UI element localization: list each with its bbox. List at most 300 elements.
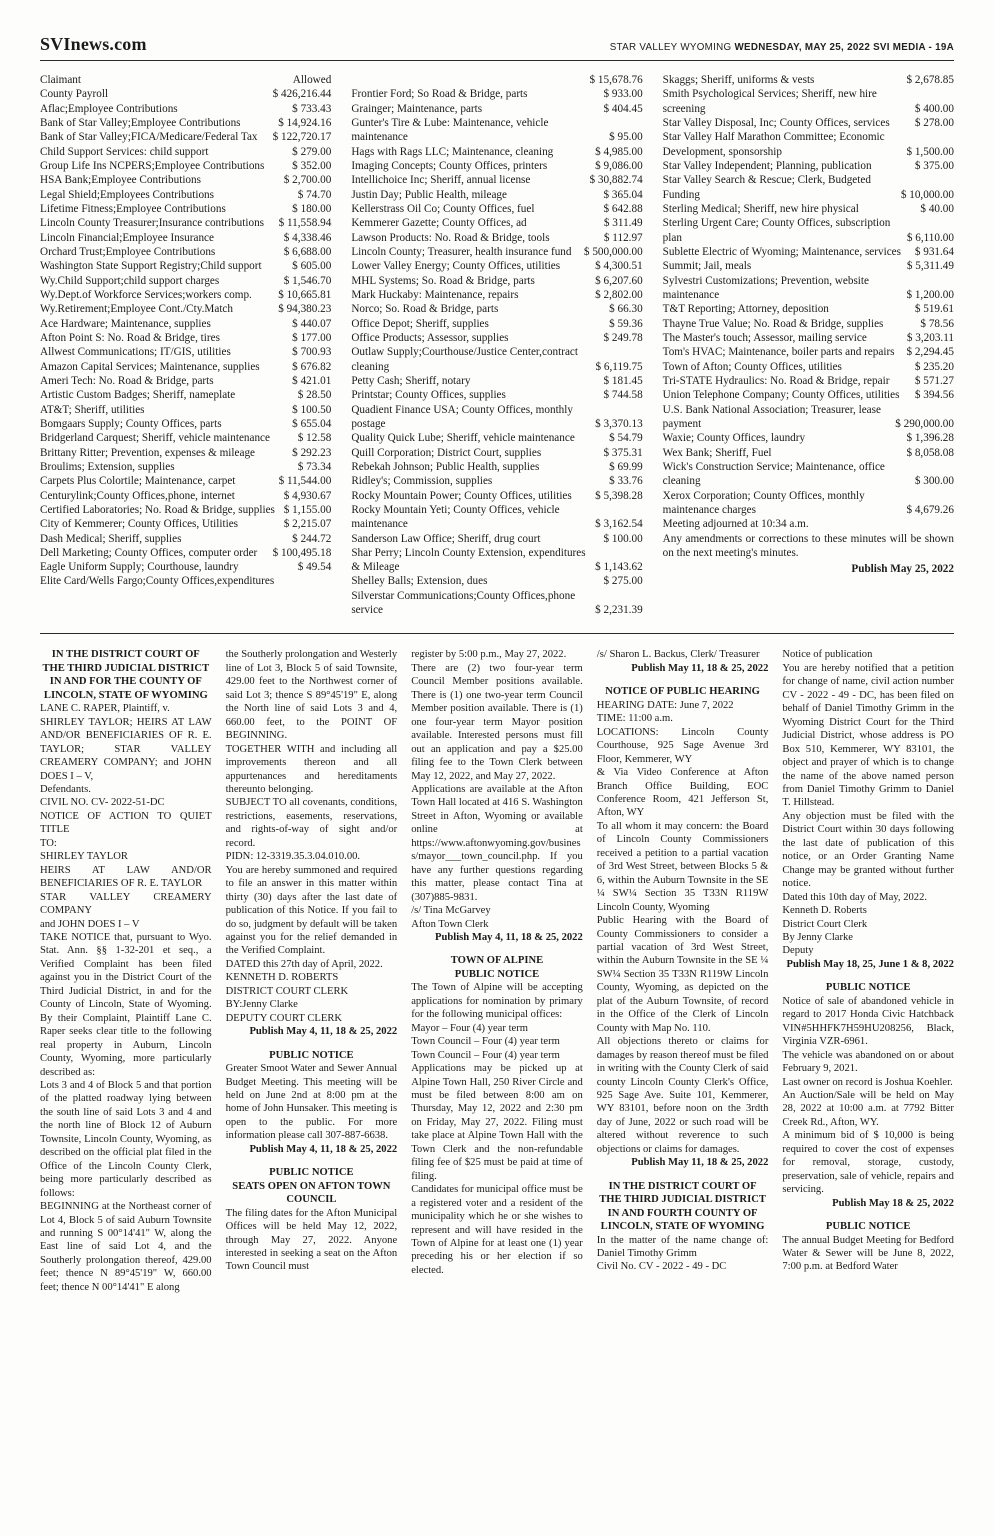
claim-row [40,216,331,230]
notice-column-2 [226,648,398,1294]
claim-row [40,188,331,202]
claimant-name: Gunter's Tire & Lube: Maintenance, vehicle maintenance [351,116,549,144]
claim-row [351,202,642,216]
claim-amount: $ 519.61 [914,303,954,316]
claim-amount: $ 11,558.94 [278,217,332,230]
claim-row [663,302,954,316]
notice-paragraph: The Town of Alpine will be accepting applications for nomination by primary for the following municipal offices: [411,982,583,1021]
claim-row [663,331,954,345]
claimant-name: Petty Cash; Sheriff, notary [351,374,471,387]
claimant-name: Carpets Plus Colortile; Maintenance, carpet [40,475,236,488]
claim-row [351,489,642,503]
claim-amount: $ 2,700.00 [283,174,332,187]
claim-row [351,102,642,116]
notice-line: DEPUTY COURT CLERK [225,1012,343,1024]
claimant-name: Wy.Retirement;Employee Cont./Cty.Match [40,303,233,316]
notice-paragraph: There are (2) two four-year term Council Member positions available. There is (1) one two-year term Council Member position available. There is (1) one four-year term Mayor position available. Interested persons must fill out an application and pay a $25.00 filing fee to the Town Clerk between May 12, 2022, and May 27, 2022. [411,662,583,782]
claimant-name: MHL Systems; So. Road & Bridge, parts [351,274,535,287]
claim-row [40,130,331,144]
claim-amount: $ 733.43 [292,102,332,115]
claim-amount: $ 5,311.49 [906,260,954,273]
claim-row [663,130,954,159]
claimant-name: City of Kemmerer; County Offices, Utilities [40,518,239,531]
claim-row [351,159,642,173]
claim-row [40,560,331,574]
claim-row [40,517,331,531]
claimant-name: Norco; So. Road & Bridge, parts [351,303,499,316]
claim-amount: $ 4,985.00 [595,145,643,158]
claim-row [351,73,642,87]
notice-paragraph: Applications may be picked up at Alpine Town Hall, 250 River Circle and must be filed between 8:00 am on Thursday, May 12, 2022 and 2:30 pm on Friday, May 27, 2022. Filing must take place at Alpine Town Hall with the Town Clerk and the non-refundable filing fee of $25 must be paid at time of filing. [411,1063,583,1182]
claim-row [40,116,331,130]
notice-paragraph: Candidates for municipal office must be a registered voter and a resident of the municipality which he or she wishes to represent and will have resided in the Town of Alpine for at least one (1) year preceding his or her election if so elected. [411,1184,583,1276]
claim-row [40,374,331,388]
claim-row [663,173,954,202]
claimant-name: Rocky Mountain Power; County Offices, utilities [351,489,572,502]
claimant-name: Orchard Trust;Employee Contributions [40,245,216,258]
notice-paragraph: DATED this 27th day of April, 2022. [225,958,383,970]
publish-line: Publish May 11, 18 & 25, 2022 [631,1157,769,1169]
claimant-name: Kemmerer Gazette; County Offices, ad [351,217,527,230]
notice-paragraph: You are hereby notified that a petition for change of name, civil action number CV - 2022 - 49 - DC, has been filed on behalf of Daniel Timothy Grimm in the Wyoming District Court for the Third Judicial District, whose address is PO Box 510, Kemmerer, WY 83101, the object and prayer of which is to change the name of the above named person from Daniel Timothy Grimm to Daniel T. Hillstead. [782,662,954,809]
notice-paragraph: Public Hearing with the Board of County Commissioners to consider a partial vacation of 3rd West Street, within the Auburn Townsite in the SE ¼ SW¼ Section 35 T33N R119W Lincoln County, Wyoming, as depicted on the plat of the Auburn Townsite, of record in the Office of the Clerk of Lincoln County with Map No. 110. [596,915,769,1034]
claim-amount: $ 177.00 [292,331,332,344]
claim-row [40,474,331,488]
claim-amount: $ 12.58 [297,432,332,445]
claim-amount: $ 421.01 [292,374,332,387]
notice-line: KENNETH D. ROBERTS [225,972,339,984]
notice-line: CIVIL NO. CV- 2022-51-DC [40,797,165,809]
claim-amount: $ 11,544.00 [278,475,332,488]
claimant-name: Bank of Star Valley;Employee Contributions [40,116,241,129]
notice-paragraph: & Via Video Conference at Afton Branch Office Building, EOC Conference Room, 421 Jefferson St, Afton, WY [596,767,769,819]
claimant-name: Washington State Support Registry;Child support [40,260,262,273]
publish-line: Publish May 4, 11, 18 & 25, 2022 [435,931,583,943]
claimant-name: Ameri Tech: No. Road & Bridge, parts [40,374,214,387]
notice-line: HEARING DATE: June 7, 2022 [596,699,734,711]
claimant-name: Dell Marketing; County Offices, computer order [40,546,258,559]
claimant-name: Sanderson Law Office; Sheriff, drug court [351,532,541,545]
notice-line: DISTRICT COURT CLERK [225,985,349,997]
notice-paragraph: To all whom it may concern: the Board of Lincoln County Commissioners received a petition to a partial vacation of 3rd West Street, between Blocks 5 & 6, within the Auburn Townsite in the SE ¼ SW¼ Section 35 T33N R119W Lincoln County, Wyoming [596,820,769,913]
claimant-name: Afton Point S: No. Road & Bridge, tires [40,331,220,344]
notice-paragraph: the Southerly prolongation and Westerly line of Lot 3, Block 5 of said Townsite, 429.00 feet to the Northwest corner of said Lot 3; thence S 89°45'19" E, along the North line of said Lots 3 and 4, 660.00 feet, to the POINT OF BEGINNING. [225,649,398,742]
claim-amount: $ 28.50 [297,389,332,402]
claim-row [663,274,954,303]
claimant-name: HSA Bank;Employee Contributions [40,174,201,187]
claimant-name: Lincoln County Treasurer;Insurance contributions [40,217,265,230]
claim-row [663,73,954,87]
claims-column-3 [663,73,954,617]
claim-row [40,431,331,445]
notice-paragraph: register by 5:00 p.m., May 27, 2022. [411,649,567,661]
notice-line: Notice of publication [782,649,873,661]
claimant-name: Quadient Finance USA; County Offices, monthly postage [351,403,573,430]
notice-heading: TOWN OF ALPINE [450,955,544,967]
claim-amount: $ 744.58 [603,389,643,402]
claim-amount: $ 244.72 [292,532,332,545]
claim-row [351,259,642,273]
claim-amount: $ 3,203.11 [906,331,954,344]
claim-row [351,145,642,159]
claim-amount: $ 4,300.51 [595,260,643,273]
notice-paragraph: TOGETHER WITH and including all improvements thereon and all appurtenances and hereditaments thereunto belonging. [225,743,398,795]
claimant-name: Wex Bank; Sheriff, Fuel [662,446,772,459]
claim-row [351,274,642,288]
claim-amount: $ 676.82 [292,360,332,373]
claimant-name: Town of Afton; County Offices, utilities [662,360,842,373]
claim-row [663,446,954,460]
claim-amount: $ 6,688.00 [283,245,332,258]
claim-amount: $ 2,215.07 [283,518,332,531]
notice-heading: IN AND FOR THE COUNTY OF LINCOLN, STATE OF WYOMING [43,676,208,701]
claimant-name: Lifetime Fitness;Employee Contributions [40,202,226,215]
claim-amount: $ 500,000.00 [583,245,643,258]
claim-row [40,532,331,546]
claimant-name: Bridgerland Carquest; Sheriff, vehicle maintenance [40,432,270,445]
claim-amount: $ 4,930.67 [283,489,332,502]
claim-amount: $ 5,398.28 [595,489,643,502]
claimant-name: Wy.Child Support;child support charges [40,274,220,287]
claimant-name: Broulims; Extension, supplies [40,460,175,473]
header-dateline [610,42,954,55]
claim-row [40,145,331,159]
claim-amount: $ 14,924.16 [278,116,332,129]
claim-amount: $ 73.34 [297,460,332,473]
notice-paragraph: STAR VALLEY CREAMERY COMPANY [40,891,212,917]
claimant-name: Star Valley Half Marathon Committee; Economic Development, sponsorship [662,131,885,158]
claimant-name: Thayne True Value; No. Road & Bridge, supplies [662,317,884,330]
claim-amount: $ 4,679.26 [906,503,954,516]
claimant-name: Quill Corporation; District Court, supplies [351,446,542,459]
claims-section [40,61,954,631]
claim-amount: $ 15,678.76 [589,74,643,86]
claimant-name: Smith Psychological Services; Sheriff, new hire screening [662,88,877,115]
claim-row [40,87,331,101]
claims-column-1 [40,73,331,617]
notice-heading: PUBLIC NOTICE [825,982,911,994]
claimant-name: Justin Day; Public Health, mileage [351,188,507,201]
claim-amount: $ 9,086.00 [595,159,643,172]
claimant-name: Bomgaars Supply; County Offices, parts [40,417,222,430]
claimant-name: Rebekah Johnson; Public Health, supplies [351,460,540,473]
claimant-name: Grainger; Maintenance, parts [351,102,483,115]
claim-row [351,231,642,245]
claimant-name: Centurylink;County Offices,phone, internet [40,489,235,502]
notice-paragraph: The filing dates for the Afton Municipal Offices will be held May 12, 2022, through May 27, 2022. Anyone interested in seeking a seat on the Afton Town Council must [225,1207,398,1273]
notice-line: Mayor – Four (4) year term [411,1022,528,1034]
publish-line: Publish May 18, 25, June 1 & 8, 2022 [786,958,954,970]
notice-paragraph: Last owner on record is Joshua Koehler. [782,1076,953,1088]
claim-amount: $ 10,665.81 [278,288,332,301]
claim-row [40,274,331,288]
claimant-name: Frontier Ford; So Road & Bridge, parts [351,88,528,101]
claim-row [40,345,331,359]
notice-paragraph: SHIRLEY TAYLOR; HEIRS AT LAW AND/OR BENEFICIARIES OF R. E. TAYLOR; STAR VALLEY CREAMERY COMPANY; and JOHN DOES I – V, [40,716,212,782]
notice-paragraph: All objections thereto or claims for damages by reason thereof must be filed in writing with the County Clerk of said county Lincoln County Clerk's Office, 925 Sage Ave. Suite 101, Kemmerer, WY 83101, before noon on the 3rdth day of June, 2022 or such road will be altered without reverence to such objections or claims for damages. [596,1036,769,1155]
claim-row [40,245,331,259]
claim-row [351,431,642,445]
claimant-name: Aflac;Employee Contributions [40,102,178,115]
claim-amount: $ 292.23 [292,446,332,459]
notice-line: By Jenny Clarke [782,931,853,943]
claimant-name: Waxie; County Offices, laundry [662,432,806,445]
claimant-name: Allwest Communications; IT/GIS, utilities [40,346,231,359]
claim-amount: $ 1,143.62 [595,561,643,574]
notice-line: TIME: 11:00 a.m. [596,713,673,725]
notice-line: Town Council – Four (4) year term [411,1049,560,1061]
notice-heading: PUBLIC NOTICE [825,1221,911,1233]
notice-line: SHIRLEY TAYLOR [40,851,128,863]
claim-row [663,403,954,432]
notice-heading: PUBLIC NOTICE [269,1167,354,1179]
claim-amount: $ 10,000.00 [900,188,954,201]
notice-paragraph: Applications are available at the Afton Town Hall located at 416 S. Washington Street in Afton, Wyoming or available online at https://www.aftonwyoming.gov/business/mayor___town_council.php. If you have any further questions regarding this matter, please contact Tina at (307)885-9831. [411,784,583,903]
notice-paragraph: HEIRS AT LAW AND/OR BENEFICIARIES OF R. E. TAYLOR [40,864,212,890]
claim-amount: $ 235.20 [914,360,954,373]
claim-row [663,87,954,116]
claim-amount: $ 279.00 [292,145,332,158]
claim-row [663,159,954,173]
notice-line: Deputy [782,945,814,957]
claim-amount: $ 400.00 [914,102,954,115]
claimant-name: Lower Valley Energy; County Offices, utilities [351,260,561,273]
claim-amount: $ 571.27 [914,374,954,387]
claim-amount: $ 33.76 [609,475,643,488]
claimant-name: Claimant [40,74,82,86]
legal-notices-section [40,648,954,1294]
claim-row [40,102,331,116]
claimant-name: Wy.Dept.of Workforce Services;workers comp. [40,288,252,301]
claim-amount: $ 6,119.75 [595,360,643,373]
claim-row [40,489,331,503]
claim-amount: $ 933.00 [603,88,643,101]
claim-amount: $ 1,546.70 [283,274,332,287]
claimant-name: Kellerstrass Oil Co; County Offices, fuel [351,202,535,215]
claim-row [663,460,954,489]
claim-row [663,202,954,216]
claimant-name: Eagle Uniform Supply; Courthouse, laundry [40,561,239,574]
publish-line: Publish May 11, 18 & 25, 2022 [631,662,769,674]
claim-row [351,574,642,588]
claimant-name: U.S. Bank National Association; Treasurer, lease payment [662,403,881,430]
claim-row [351,532,642,546]
header-region: STAR VALLEY WYOMING [609,42,732,53]
claimant-name: Bank of Star Valley;FICA/Medicare/Federal Tax [40,131,258,144]
claim-row [40,259,331,273]
claim-row [351,87,642,101]
notice-line: BY:Jenny Clarke [225,999,298,1011]
claim-row [40,546,331,560]
claim-row [40,388,331,402]
claim-row [351,317,642,331]
notice-line: Kenneth D. Roberts [782,905,867,917]
header-page-number: SVI MEDIA - 19A [873,42,954,53]
claim-row [663,360,954,374]
notice-paragraph: Greater Smoot Water and Sewer Annual Budget Meeting. This meeting will be held on June 2nd at 8:00 pm at the home of John Hunsaker. This meeting is open to the public. For more information please call 307-887-6638. [225,1063,398,1142]
notice-heading: PUBLIC NOTICE [269,1049,354,1061]
publish-line: Publish May 4, 11, 18 & 25, 2022 [249,1026,398,1038]
claim-amount: $ 94,380.23 [278,303,332,316]
claim-amount: $ 2,294.45 [906,346,954,359]
claim-amount: $ 300.00 [914,475,954,488]
claim-row [351,288,642,302]
claim-row [351,460,642,474]
claim-amount: $ 180.00 [292,202,332,215]
claim-amount: $ 181.45 [603,374,643,387]
notice-heading: NOTICE OF PUBLIC HEARING [605,686,760,698]
claim-row [351,546,642,575]
claim-row [40,317,331,331]
notice-heading: PUBLIC NOTICE [454,968,540,980]
claim-row [40,331,331,345]
notice-paragraph: You are hereby summoned and required to file an answer in this matter within thirty (30) days after the last date of publication of this Notice. If you fail to do so, judgment by default will be taken against you for the relief demanded in the Verified Complaint. [225,864,398,957]
claim-amount: $ 6,110.00 [906,231,954,244]
notice-line: LANE C. RAPER, Plaintiff, v. [40,703,170,715]
claim-amount: $ 394.56 [914,389,954,402]
page-header [40,34,954,61]
claim-amount: $ 74.70 [297,188,332,201]
notice-line: PIDN: 12-3319.35.3.04.010.00. [225,851,361,863]
claim-amount: $ 3,162.54 [595,518,643,531]
claim-amount: $ 375.00 [914,159,954,172]
claim-row [40,503,331,517]
claimant-name: Amazon Capital Services; Maintenance, supplies [40,360,260,373]
notice-paragraph: Any amendments or corrections to these minutes will be shown on the next meeting's minutes. [662,532,954,559]
claim-row [351,503,642,532]
claim-row [40,302,331,316]
claimant-name: Dash Medical; Sheriff, supplies [40,532,182,545]
publish-line: Publish May 18 & 25, 2022 [832,1197,954,1209]
claim-row [351,446,642,460]
notice-line: Civil No. CV - 2022 - 49 - DC [596,1261,727,1273]
claim-row [663,245,954,259]
claim-amount: $ 278.00 [914,116,954,129]
claim-amount: $ 59.36 [609,317,643,330]
notice-column-4 [597,648,769,1294]
header-date: WEDNESDAY, MAY 25, 2022 [734,42,871,53]
claimant-name: Mark Huckaby: Maintenance, repairs [351,288,519,301]
claim-row [351,474,642,488]
claim-row [351,331,642,345]
claim-amount: $ 365.04 [603,188,643,201]
notice-column-1 [40,648,212,1294]
notice-line: /s/ Tina McGarvey [411,905,491,917]
claimant-name: Sterling Urgent Care; County Offices, subscription plan [662,217,891,244]
claimant-name: Legal Shield;Employees Contributions [40,188,215,201]
claimant-name: Child Support Services: child support [40,145,209,158]
claimant-name: Sublette Electric of Wyoming; Maintenance, services [662,245,901,258]
claim-row [663,116,954,130]
claimant-name: Rocky Mountain Yeti; County Offices, vehicle maintenance [351,503,560,531]
claim-row [663,388,954,402]
claimant-name: Silverstar Communications;County Offices,phone service [351,589,576,617]
section-divider [40,633,954,634]
claim-amount: $ 931.64 [914,245,954,258]
claim-amount: $ 426,216.44 [272,88,332,101]
claim-amount: $ 1,396.28 [906,432,954,445]
claim-row [663,259,954,273]
claim-row [351,345,642,374]
claimant-name: Group Life Ins NCPERS;Employee Contributions [40,159,265,172]
claim-row [40,159,331,173]
notice-heading: SEATS OPEN ON AFTON TOWN COUNCIL [232,1180,391,1206]
claimant-name: Office Depot; Sheriff, supplies [351,317,489,330]
claim-amount: $ 404.45 [603,102,643,115]
claimant-name: Shelley Balls; Extension, dues [351,575,488,588]
claim-amount: $ 100.50 [292,403,332,416]
claim-row [351,245,642,259]
claim-amount: $ 122,720.17 [272,131,332,144]
claim-amount: $ 54.79 [609,432,643,445]
notice-paragraph: Notice of sale of abandoned vehicle in regard to 2017 Honda Civic Hatchback VIN#5HHFK7H59HU208256, Black, Virginia VZR-6961. [782,995,954,1048]
notice-line: Town Council – Four (4) year term [411,1036,560,1048]
notice-paragraph: NOTICE OF ACTION TO QUIET TITLE [40,810,212,836]
claim-amount: $ 66.30 [609,303,643,316]
claim-amount: $ 1,500.00 [906,145,954,158]
claimant-name: Elite Card/Wells Fargo;County Offices,expenditures [40,575,275,588]
claims-column-2 [351,73,642,617]
claimant-name: Sylvestri Customizations; Prevention, website maintenance [662,274,869,301]
claimant-name: Imaging Concepts; County Offices, printers [351,159,548,172]
notice-paragraph: The vehicle was abandoned on or about February 9, 2021. [782,1049,954,1075]
notice-line: TO: [40,837,57,849]
claimant-name: Artistic Custom Badges; Sheriff, nameplate [40,389,236,402]
claim-row [40,417,331,431]
notice-line: Defendants. [40,784,91,795]
claim-amount: $ 95.00 [609,131,643,144]
notice-paragraph: Dated this 10th day of May, 2022. [782,891,928,903]
claim-amount: $ 440.07 [292,317,332,330]
claim-row [351,403,642,432]
notice-paragraph: An Auction/Sale will be held on May 28, 2022 at 10:00 a.m. at 7792 Bitter Creek Rd., Afton, WY. [782,1089,954,1128]
claimant-name: Xerox Corporation; County Offices, monthly maintenance charges [662,489,865,516]
claim-amount: $ 69.99 [609,460,643,473]
claimant-name: Star Valley Disposal, Inc; County Offices, services [662,116,890,129]
claim-row [351,374,642,388]
claim-row [351,188,642,202]
notice-line: Afton Town Clerk [411,918,489,930]
claim-amount: $ 655.04 [292,417,332,430]
claim-amount: $ 375.31 [603,446,643,459]
claim-amount: $ 100,495.18 [272,546,332,559]
claim-amount: Allowed [292,74,332,86]
claim-amount: $ 3,370.13 [595,417,643,430]
notice-paragraph: LOCATIONS: Lincoln County Courthouse, 925 Sage Avenue 3rd Floor, Kemmerer, WY [596,726,769,765]
claim-amount: $ 642.88 [603,202,643,215]
site-name: SVInews.com [40,34,147,54]
claimant-name: Union Telephone Company; County Offices, utilities [662,389,900,402]
claim-amount: $ 249.78 [603,331,643,344]
claim-row [40,288,331,302]
claim-row [351,388,642,402]
claim-amount: $ 8,058.08 [906,446,954,459]
claimant-name: Star Valley Independent; Planning, publication [662,159,872,172]
claimant-name: Tom's HVAC; Maintenance, boiler parts and repairs [662,346,895,359]
notice-paragraph: SUBJECT TO all covenants, conditions, restrictions, easements, reservations, and rights-of-way of sight and/or record. [225,797,398,849]
notice-paragraph: The annual Budget Meeting for Bedford Water & Sewer will be June 8, 2022, 7:00 p.m. at Bedford Water [782,1234,954,1273]
claim-row [40,360,331,374]
claim-amount: $ 112.97 [603,231,643,244]
claimant-name: Lawson Products: No. Road & Bridge, tools [351,231,550,244]
claim-row [351,589,642,618]
notice-line: and JOHN DOES I – V [40,918,140,930]
claim-amount: $ 2,802.00 [595,288,643,301]
claim-row [663,489,954,518]
claimant-name: Intellichoice Inc; Sheriff, annual license [351,174,531,187]
claim-amount: $ 49.54 [297,561,332,574]
claimant-name: Wick's Construction Service; Maintenance, office cleaning [662,460,885,488]
